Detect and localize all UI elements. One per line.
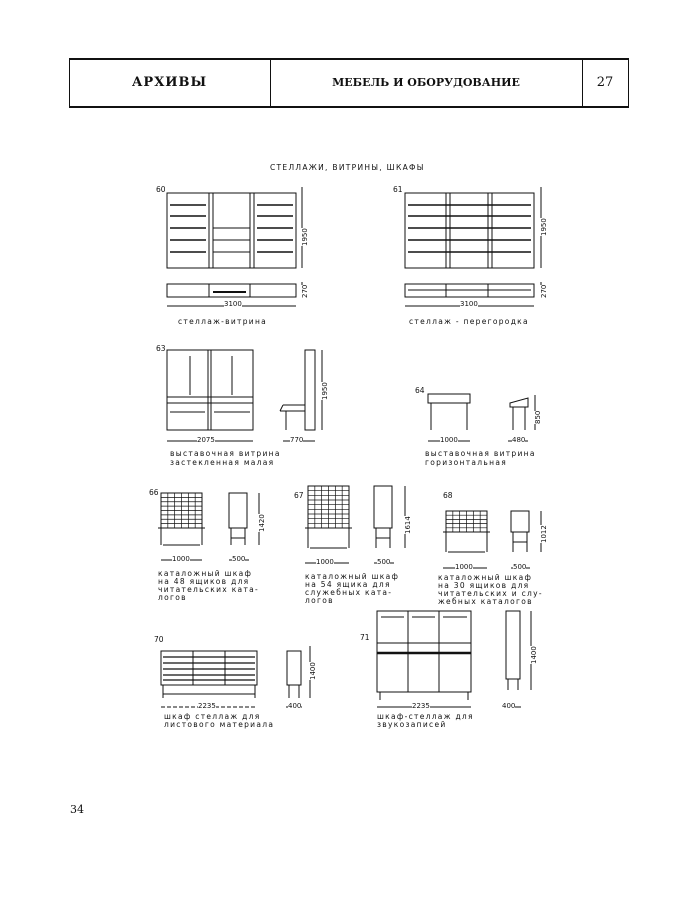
dim-70-height: 1400 [309,662,317,680]
dim-68-height: 1012 [540,525,548,543]
caption-66-line2: на 48 ящиков для [158,577,250,586]
caption-67-line2: на 54 ящика для [305,580,391,589]
dim-64-depth: 480 [512,436,526,444]
dim-66-width: 1000 [172,555,190,563]
dim-61-width: 3100 [460,300,478,308]
dim-68-width: 1000 [455,563,473,571]
header-page: 27 [596,75,614,90]
caption-71-line1: шкаф-стеллаж для [377,712,474,721]
drawings-title: СТЕЛЛАЖИ, ВИТРИНЫ, ШКАФЫ [270,163,425,172]
dim-64-height: 850 [534,410,542,424]
dim-68-depth: 500 [513,563,527,571]
dim-63-height: 1950 [321,382,329,400]
dim-66-height: 1420 [258,514,266,532]
dim-63-width: 2075 [197,436,215,444]
caption-68-line4: жебных каталогов [438,597,533,606]
figure-number-61: 61 [393,185,403,194]
caption-66-line3: читательских ката- [158,585,260,594]
caption-60: стеллаж-витрина [178,317,268,326]
caption-70-line2: листового материала [164,720,275,729]
caption-68-line1: каталожный шкаф [438,573,533,582]
dim-66-depth: 500 [232,555,246,563]
caption-70-line1: шкаф стеллаж для [164,712,261,721]
caption-68-line2: на 30 ящиков для [438,581,530,590]
dim-70-depth: 400 [288,702,302,710]
figure-number-66: 66 [149,488,159,497]
dim-63-depth: 770 [290,436,304,444]
dim-67-height: 1614 [404,516,412,534]
caption-64-line1: выставочная витрина [425,449,536,458]
dim-71-depth: 400 [502,702,516,710]
caption-71-line2: звукозаписей [377,720,447,729]
caption-66-line4: логов [158,593,187,602]
dim-70-width: 2235 [198,702,216,710]
dim-60-depth: 270 [301,284,309,298]
dim-71-height: 1400 [530,646,538,664]
dim-61-height: 1950 [540,218,548,236]
caption-63-line1: выставочная витрина [170,449,281,458]
dim-67-width: 1000 [316,558,334,566]
figure-number-68: 68 [443,491,453,500]
caption-68-line3: читательских и слу- [438,589,543,598]
dim-67-depth: 500 [377,558,391,566]
caption-67-line1: каталожный шкаф [305,572,400,581]
caption-63-line2: застекленная малая [170,458,275,467]
page-number: 34 [70,803,84,816]
figure-number-71: 71 [360,633,370,642]
figure-number-63: 63 [156,344,166,353]
figure-number-70: 70 [154,635,164,644]
dim-60-width: 3100 [224,300,242,308]
dim-64-width: 1000 [440,436,458,444]
figure-number-67: 67 [294,491,304,500]
figure-number-64: 64 [415,386,425,395]
caption-64-line2: горизонтальная [425,458,508,467]
header-topic: МЕБЕЛЬ И ОБОРУДОВАНИЕ [332,76,520,89]
drawer-grid-67 [308,486,349,528]
dim-61-depth: 270 [540,284,548,298]
caption-61: стеллаж - перегородка [409,317,529,326]
drawer-grid-68 [446,511,487,532]
section-title: АРХИВЫ [131,75,208,90]
drawer-grid-66 [161,493,202,528]
figure-number-60: 60 [156,185,166,194]
dim-71-width: 2235 [412,702,430,710]
caption-67-line4: логов [305,596,334,605]
caption-67-line3: служебных ката- [305,588,393,597]
caption-66-line1: каталожный шкаф [158,569,253,578]
dim-60-height: 1950 [301,228,309,246]
